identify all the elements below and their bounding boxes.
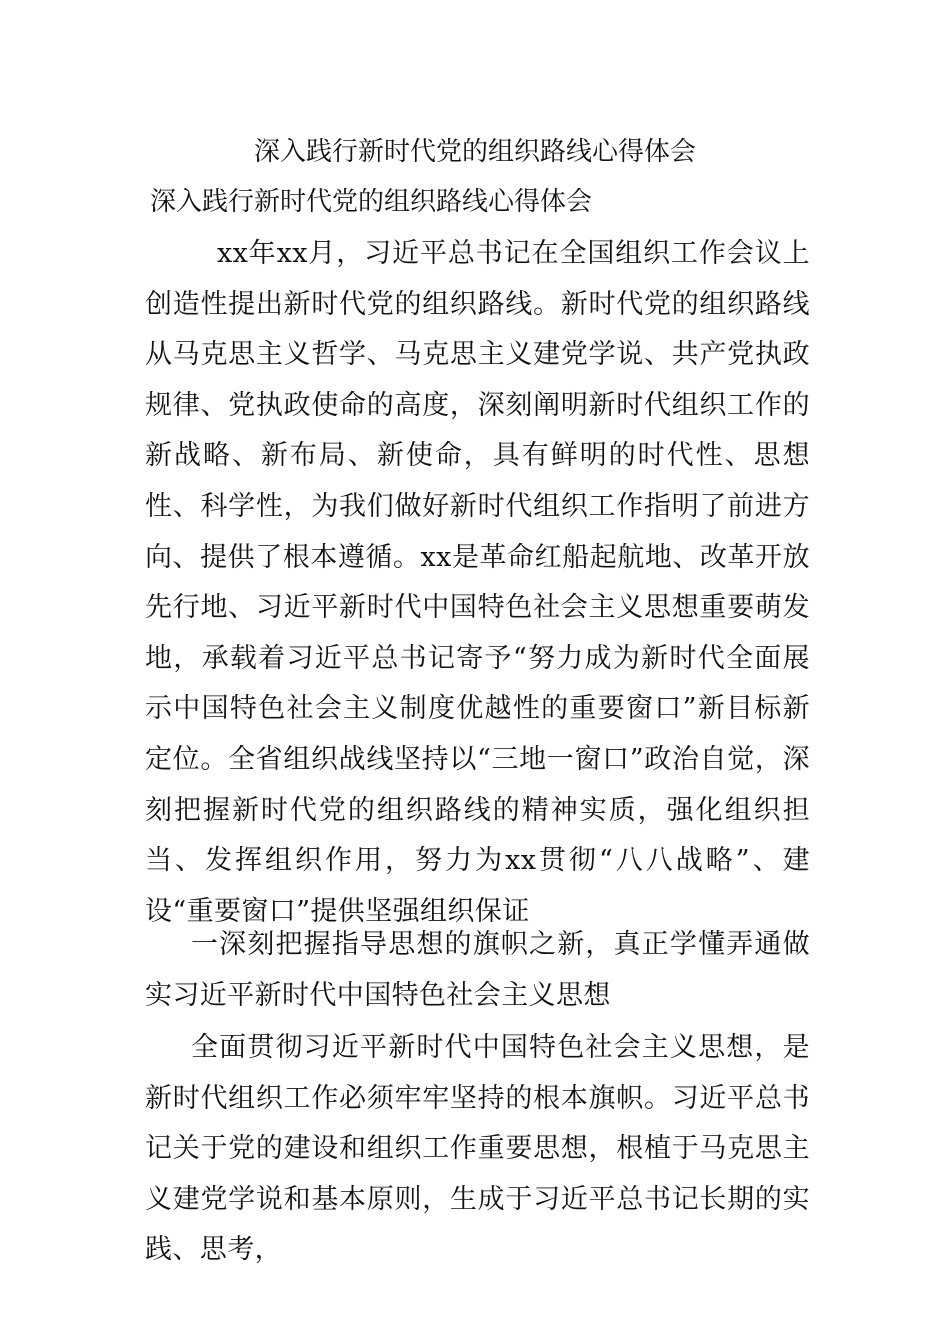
paragraph-section-1: 全面贯彻习近平新时代中国特色社会主义思想，是新时代组织工作必须牢牢坚持的根本旗帜。习近平总书记关于党的建设和组织工作重要思想，根植于马克思主义建党学说和基本原则，生成于习近平总书记长期的实践、思考， <box>145 1032 810 1266</box>
paragraph-intro: xx年xx月，习近平总书记在全国组织工作会议上创造性提出新时代党的组织路线。新时代党的组织路线从马克思主义哲学、马克思主义建党学说、共产党执政规律、党执政使命的高度，深刻阐明新时代组织工作的新战略、新布局、新使命，具有鲜明的时代性、思想性、科学性，为我们做好新时代组织工作指明了前进方向、提供了根本遵循。xx是革命红船起航地、改革开放先行地、习近平新时代中国特色社会主义思想重要萌发地，承载着习近平总书记寄予“努力成为新时代全面展示中国特色社会主义制度优越性的重要窗口”新目标新定位。全省组织战线坚持以“三地一窗口”政治自觉，深刻把握新时代党的组织路线的精神实质，强化组织担当、发挥组织作用，努力为xx贯彻“八八战略”、建设“重要窗口”提供坚强组织保证 <box>145 238 810 927</box>
document-subtitle: 深入践行新时代党的组织路线心得体会 <box>150 187 593 217</box>
section-heading-1: 一深刻把握指导思想的旗帜之新，真正学懂弄通做实习近平新时代中国特色社会主义思想 <box>145 929 810 1011</box>
document-title: 深入践行新时代党的组织路线心得体会 <box>253 137 696 167</box>
